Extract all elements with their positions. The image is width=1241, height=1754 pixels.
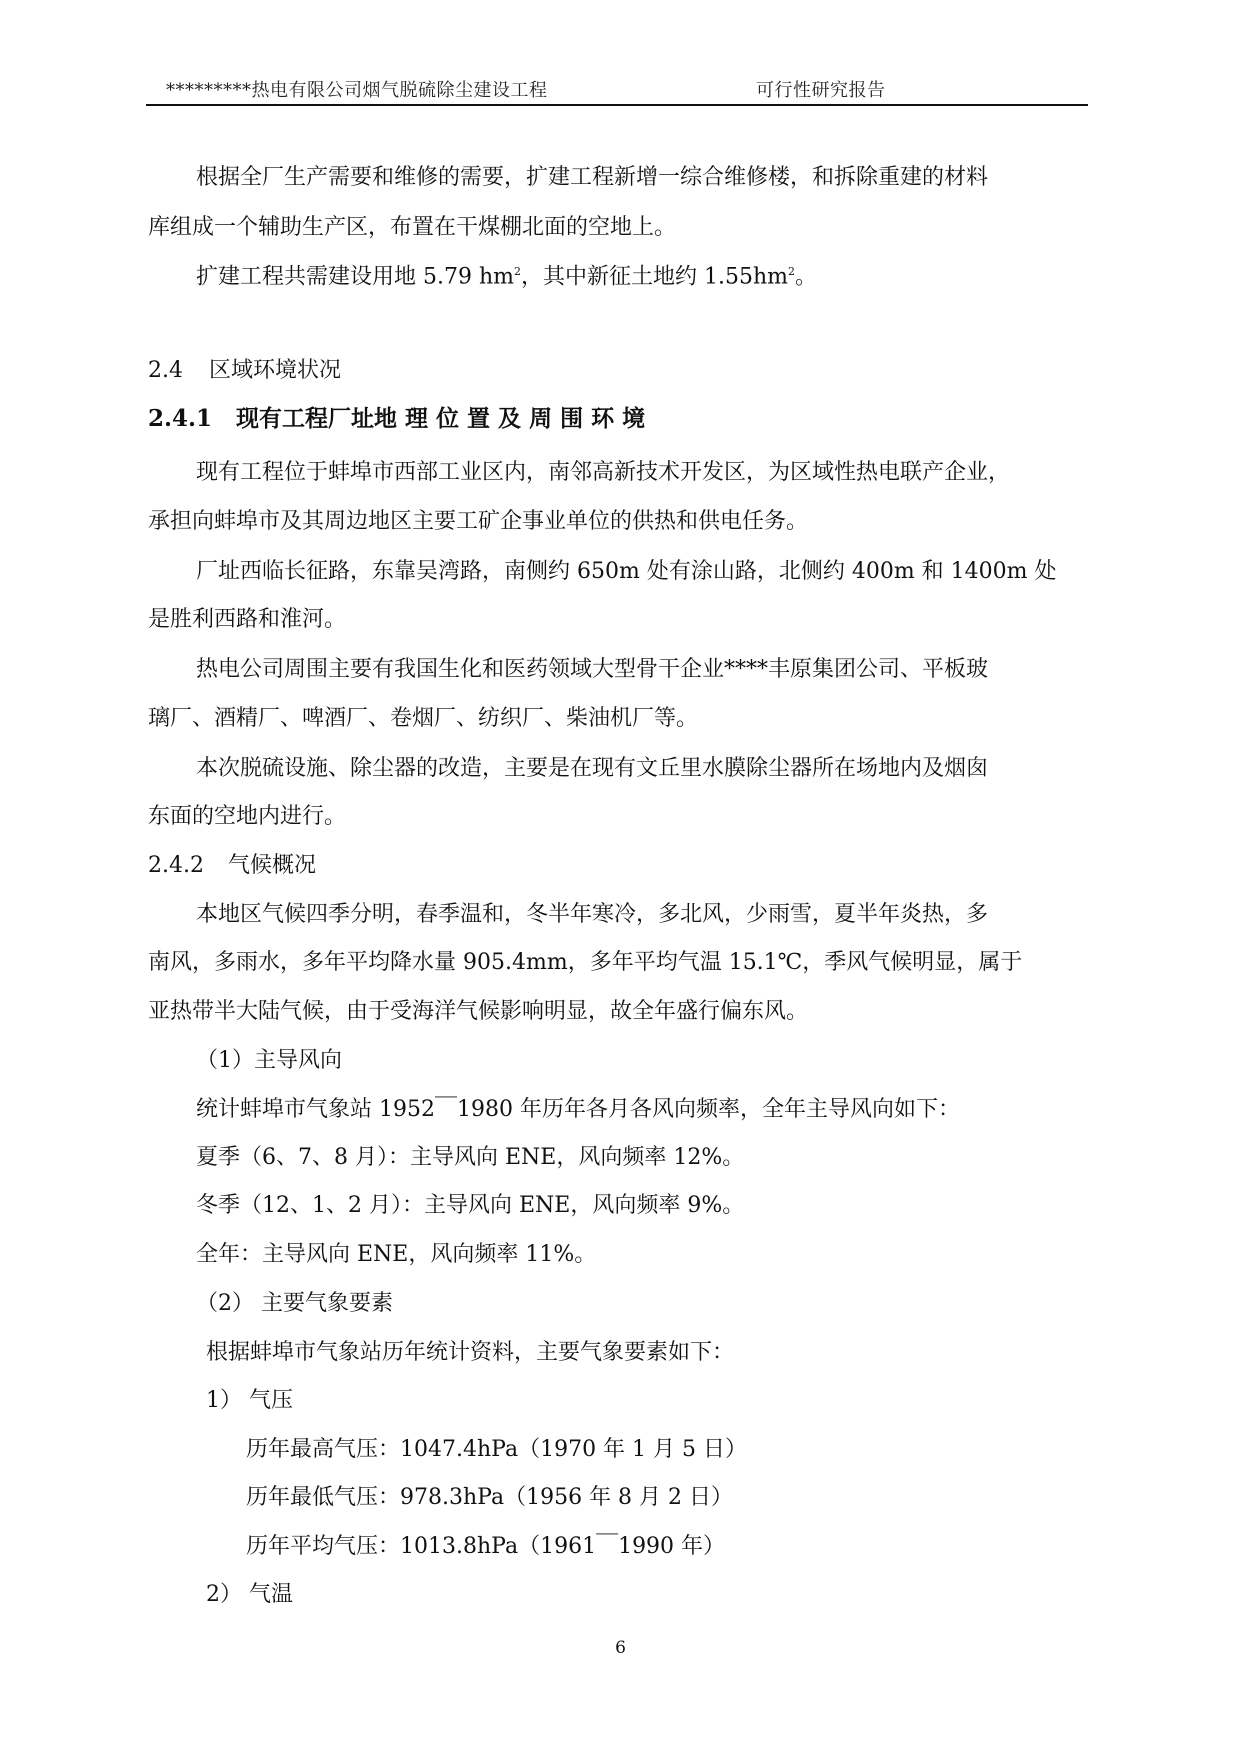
paragraph-line: 厂址西临长征路，东靠吴湾路，南侧约 650m 处有涂山路，北侧约 400m 和 1400m 处 xyxy=(196,559,1057,584)
pressure-avg: 历年平均气压：1013.8hPa（1961￣1990 年） xyxy=(246,1534,726,1559)
paragraph-line: 璃厂、酒精厂、啤酒厂、卷烟厂、纺织厂、柴油机厂等。 xyxy=(148,706,699,731)
subheading-meteorology: （2） 主要气象要素 xyxy=(196,1291,393,1316)
section-title: 区域环境状况 xyxy=(209,358,342,383)
section-heading-2-4-1 xyxy=(148,404,645,434)
pressure-max: 历年最高气压：1047.4hPa（1970 年 1 月 5 日） xyxy=(246,1437,748,1462)
paragraph-line xyxy=(196,257,817,292)
header-report-type: 可行性研究报告 xyxy=(756,80,886,101)
wind-winter: 冬季（12、1、2 月）：主导风向 ENE，风向频率 9%。 xyxy=(196,1193,745,1218)
wind-year: 全年：主导风向 ENE，风向频率 11%。 xyxy=(196,1242,597,1267)
header-project-title: *********热电有限公司烟气脱硫除尘建设工程 xyxy=(166,80,548,101)
paragraph-line: 承担向蚌埠市及其周边地区主要工矿企事业单位的供热和供电任务。 xyxy=(148,509,809,534)
paragraph-line: 根据全厂生产需要和维修的需要，扩建工程新增一综合维修楼，和拆除重建的材料 xyxy=(196,165,989,190)
section-title: 气候概况 xyxy=(227,853,316,878)
section-number: 2.4 xyxy=(148,358,183,383)
paragraph-line: 现有工程位于蚌埠市西部工业区内，南邻高新技术开发区，为区域性热电联产企业， xyxy=(196,460,1011,485)
superscript: 2 xyxy=(514,265,522,278)
wind-summer: 夏季（6、7、8 月）：主导风向 ENE，风向频率 12%。 xyxy=(196,1145,745,1170)
land-area-text: ，其中新征土地约 1.55hm xyxy=(521,264,789,290)
paragraph-line: 是胜利西路和淮河。 xyxy=(148,607,347,632)
section-number: 2.4.2 xyxy=(148,853,204,878)
subheading-temperature: 2） 气温 xyxy=(206,1582,293,1607)
paragraph-line: 库组成一个辅助生产区，布置在干煤棚北面的空地上。 xyxy=(148,215,677,240)
subheading-pressure: 1） 气压 xyxy=(206,1388,293,1413)
paragraph-line: 本地区气候四季分明，春季温和，冬半年寒冷，多北风，少雨雪，夏半年炎热，多 xyxy=(196,902,989,927)
paragraph-line: 根据蚌埠市气象站历年统计资料，主要气象要素如下： xyxy=(206,1340,735,1365)
section-number: 2.4.1 xyxy=(148,405,213,432)
land-area-text: 扩建工程共需建设用地 5.79 hm xyxy=(196,264,515,290)
section-heading-2-4-2 xyxy=(148,851,316,881)
paragraph-line: 东面的空地内进行。 xyxy=(148,804,347,829)
paragraph-line: 统计蚌埠市气象站 1952￣1980 年历年各月各风向频率，全年主导风向如下： xyxy=(196,1097,960,1122)
running-header xyxy=(146,76,1088,104)
page-number: 6 xyxy=(615,1638,626,1658)
paragraph-line: 本次脱硫设施、除尘器的改造，主要是在现有文丘里水膜除尘器所在场地内及烟囱 xyxy=(196,756,989,781)
section-title: 现有工程厂址地 理 位 置 及 周 围 环 境 xyxy=(236,405,646,432)
paragraph-line: 南风，多雨水，多年平均降水量 905.4mm，多年平均气温 15.1℃，季风气候明显，属于 xyxy=(148,950,1023,975)
header-divider xyxy=(146,104,1088,106)
paragraph-line: 亚热带半大陆气候，由于受海洋气候影响明显，故全年盛行偏东风。 xyxy=(148,999,809,1024)
section-heading-2-4 xyxy=(148,356,341,386)
land-area-text: 。 xyxy=(795,264,818,290)
pressure-min: 历年最低气压：978.3hPa（1956 年 8 月 2 日） xyxy=(246,1485,734,1510)
paragraph-line: 热电公司周围主要有我国生化和医药领域大型骨干企业****丰原集团公司、平板玻 xyxy=(196,657,989,682)
subheading-wind-direction: （1）主导风向 xyxy=(196,1048,342,1073)
superscript: 2 xyxy=(788,265,796,278)
